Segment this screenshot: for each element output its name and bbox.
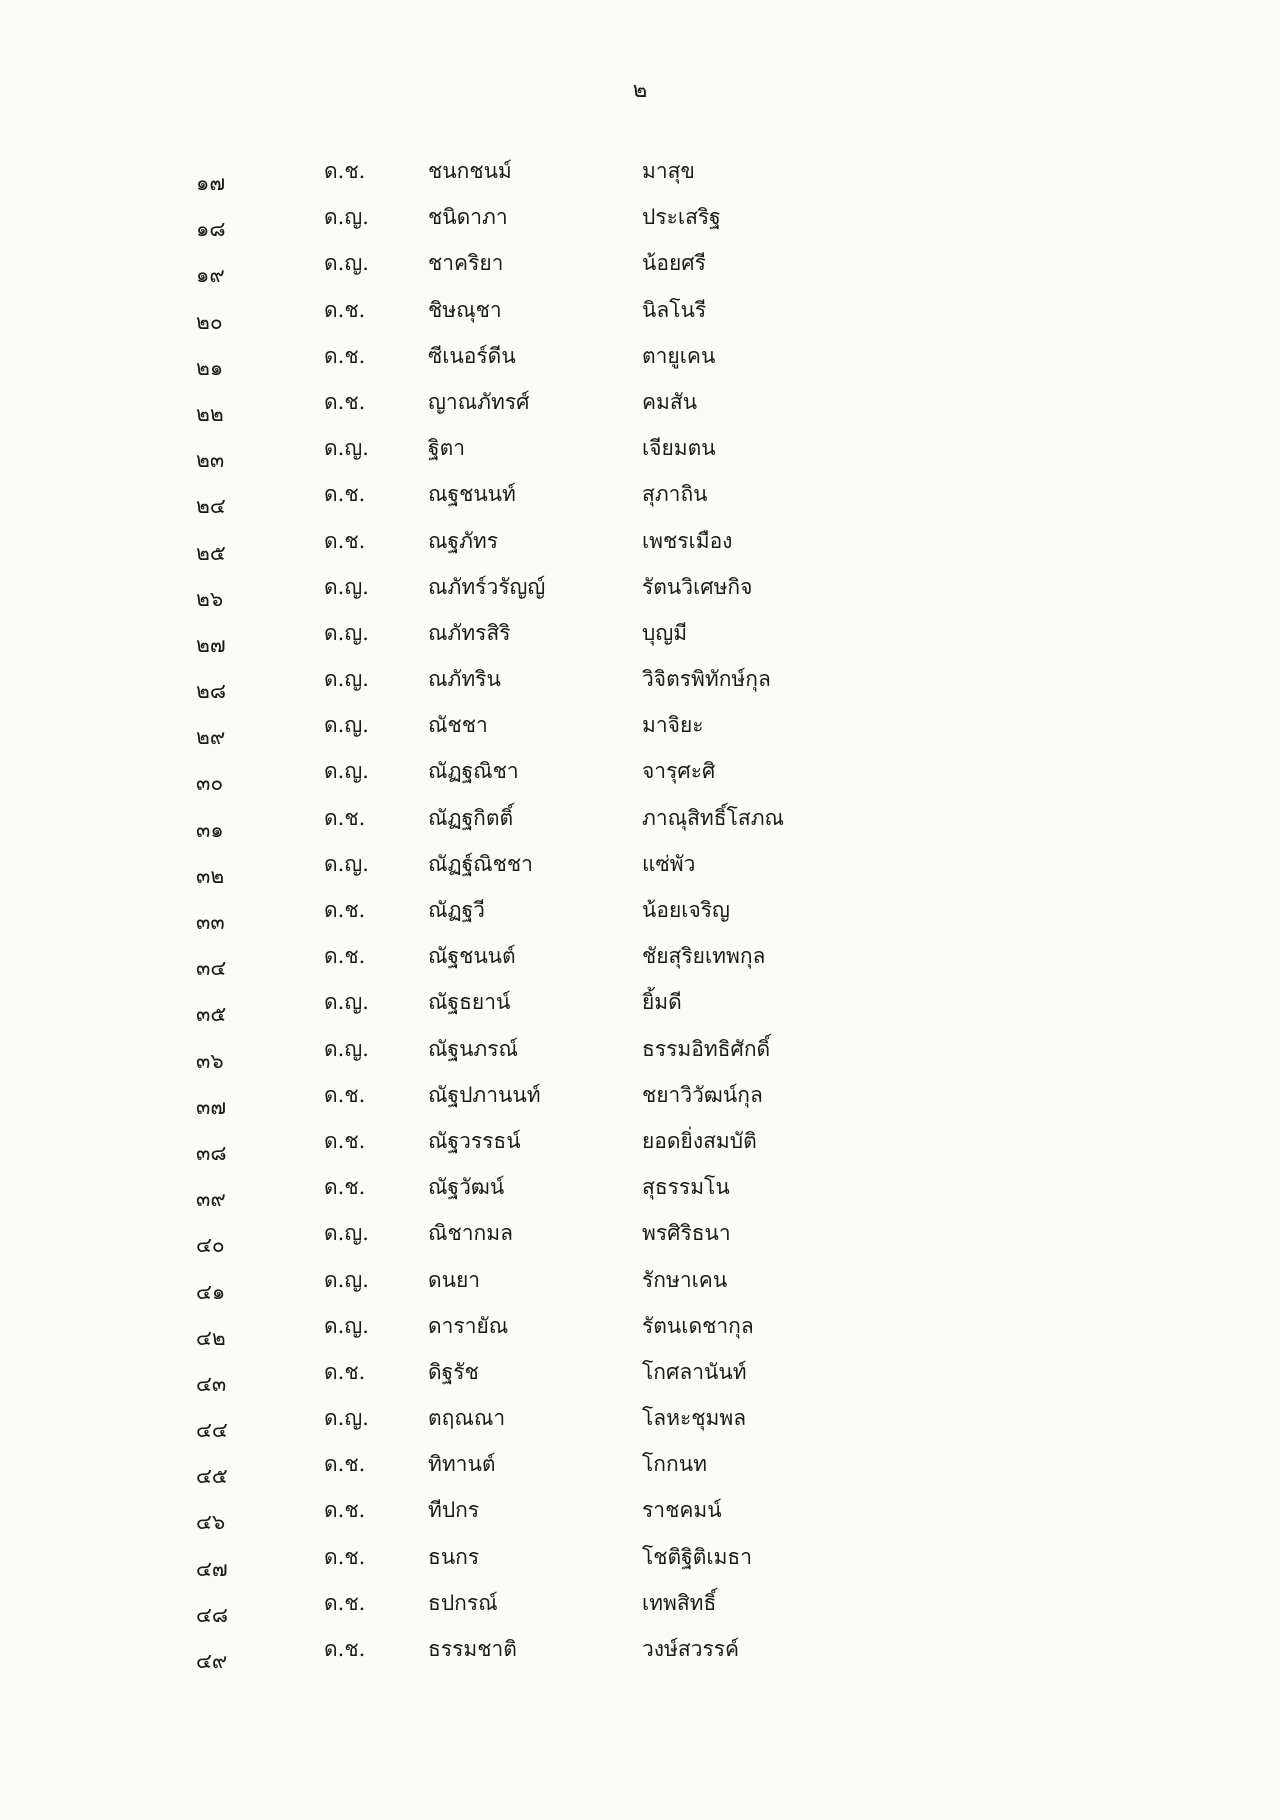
name-title: ด.ช. [324, 1128, 366, 1153]
last-name: แซ่พัว [642, 851, 696, 876]
row-number: ๒๒ [196, 401, 224, 426]
first-name: ณัฏฐกิตติ์ [428, 805, 514, 830]
name-title: ด.ญ. [324, 620, 369, 645]
first-name: ธนกร [428, 1544, 480, 1569]
list-item [0, 1633, 1280, 1679]
last-name: รัตนวิเศษกิจ [642, 574, 753, 599]
name-title: ด.ช. [324, 805, 366, 830]
name-title: ด.ช. [324, 1590, 366, 1615]
list-item [0, 709, 1280, 755]
first-name: ทีปกร [428, 1498, 480, 1523]
first-name: ฐิตา [428, 436, 466, 461]
name-title: ด.ช. [324, 944, 366, 969]
name-title: ด.ญ. [324, 251, 369, 276]
last-name: ประเสริฐ [642, 205, 721, 230]
list-item [0, 294, 1280, 340]
name-title: ด.ญ. [324, 990, 369, 1015]
list-item [0, 571, 1280, 617]
list-item [0, 1033, 1280, 1079]
first-name: ณภัทร์วรัญญ์ [428, 574, 546, 599]
name-title: ด.ช. [324, 1359, 366, 1384]
row-number: ๓๓ [196, 910, 225, 934]
last-name: นิลโนรี [642, 297, 707, 322]
first-name: ทิทานต์ [428, 1452, 496, 1477]
page-number: ๒ [632, 78, 648, 103]
row-number: ๑๘ [196, 217, 226, 242]
first-name: ณัชชา [428, 713, 488, 738]
first-name: ดารายัณ [428, 1313, 509, 1338]
row-number: ๑๗ [196, 171, 226, 195]
row-number: ๑๙ [196, 263, 225, 288]
last-name: เทพสิทธิ์ [642, 1590, 717, 1615]
name-title: ด.ญ. [324, 1221, 369, 1246]
list-item [0, 848, 1280, 894]
row-number: ๔๘ [196, 1602, 229, 1627]
last-name: น้อยเจริญ [642, 898, 730, 922]
first-name: ณัฐธยาน์ [428, 990, 511, 1015]
name-title: ด.ช. [324, 482, 366, 507]
row-number: ๓๘ [196, 1140, 227, 1165]
first-name: ญาณภัทรศ์ [428, 389, 530, 414]
last-name: รัตนเดชากุล [642, 1313, 754, 1338]
list-item [0, 1356, 1280, 1402]
last-name: เพชรเมือง [642, 528, 733, 553]
first-name: ณัฐชนนต์ [428, 944, 516, 969]
first-name: ณภัทรสิริ [428, 620, 511, 645]
last-name: โกกนท [642, 1452, 707, 1477]
row-number: ๔๒ [196, 1325, 226, 1350]
last-name: ราชคมน์ [642, 1498, 722, 1523]
name-title: ด.ญ. [324, 1036, 369, 1061]
first-name: ณภัทริน [428, 667, 501, 692]
row-number: ๓๒ [196, 863, 225, 888]
last-name: น้อยศรี [642, 251, 706, 276]
row-number: ๓๙ [196, 1187, 226, 1212]
name-title: ด.ช. [324, 343, 366, 368]
first-name: ตฤณณา [428, 1406, 506, 1431]
list-item [0, 802, 1280, 848]
row-number: ๒๓ [196, 448, 225, 473]
list-item [0, 617, 1280, 663]
last-name: โชติฐิติเมธา [642, 1544, 753, 1569]
name-title: ด.ญ. [324, 713, 369, 738]
last-name: ชยาวิวัฒน์กุล [642, 1082, 763, 1107]
row-number: ๓๑ [196, 817, 224, 842]
first-name: ธปกรณ์ [428, 1590, 498, 1615]
first-name: ณฐชนนท์ [428, 482, 516, 507]
list-item [0, 1402, 1280, 1448]
name-title: ด.ญ. [324, 1313, 369, 1338]
first-name: ซีเนอร์ดีน [428, 343, 516, 368]
last-name: เจียมตน [642, 436, 716, 461]
list-item [0, 1541, 1280, 1587]
list-item [0, 940, 1280, 986]
row-number: ๓๐ [196, 771, 224, 796]
row-number: ๓๖ [196, 1048, 224, 1073]
list-item [0, 986, 1280, 1032]
last-name: พรศิริธนา [642, 1221, 731, 1246]
list-item [0, 755, 1280, 801]
list-item [0, 386, 1280, 432]
row-number: ๓๗ [196, 1094, 227, 1119]
row-number: ๓๕ [196, 1002, 227, 1027]
row-number: ๒๔ [196, 494, 226, 519]
list-item [0, 155, 1280, 201]
last-name: บุญมี [642, 620, 688, 645]
list-item [0, 1587, 1280, 1633]
row-number: ๔๙ [196, 1649, 228, 1673]
last-name: ชัยสุริยเทพกุล [642, 944, 766, 969]
name-title: ด.ญ. [324, 436, 369, 461]
list-item [0, 663, 1280, 709]
row-number: ๔๔ [196, 1418, 228, 1443]
first-name: ณิชากมล [428, 1221, 513, 1246]
list-item [0, 247, 1280, 293]
name-title: ด.ช. [324, 528, 366, 553]
list-item [0, 432, 1280, 478]
last-name: รักษาเคน [642, 1267, 728, 1292]
last-name: ธรรมอิทธิศักดิ์ [642, 1036, 771, 1061]
row-number: ๓๔ [196, 956, 227, 981]
first-name: ชิษณุชา [428, 297, 502, 322]
list-item [0, 525, 1280, 571]
name-title: ด.ญ. [324, 574, 369, 599]
last-name: คมสัน [642, 389, 698, 414]
first-name: ชาคริยา [428, 251, 504, 276]
name-title: ด.ญ. [324, 759, 369, 784]
name-title: ด.ช. [324, 1544, 366, 1569]
list-item [0, 478, 1280, 524]
last-name: โลหะชุมพล [642, 1406, 747, 1431]
list-item [0, 201, 1280, 247]
first-name: ณฐภัทร [428, 528, 499, 553]
first-name: ณัฐปภานนท์ [428, 1082, 541, 1107]
row-number: ๒๙ [196, 725, 226, 750]
name-title: ด.ญ. [324, 205, 369, 230]
row-number: ๒๕ [196, 540, 226, 565]
last-name: ยอดยิ่งสมบัติ [642, 1128, 757, 1153]
first-name: ชนกชนม์ [428, 159, 512, 183]
list-item [0, 894, 1280, 940]
list-item [0, 1171, 1280, 1217]
list-item [0, 1125, 1280, 1171]
name-title: ด.ญ. [324, 851, 369, 876]
row-number: ๒๘ [196, 679, 227, 704]
last-name: ตายูเคน [642, 343, 716, 368]
name-title: ด.ญ. [324, 1406, 369, 1431]
first-name: ณัฏฐวี [428, 898, 485, 922]
list-item [0, 1264, 1280, 1310]
row-number: ๔๑ [196, 1279, 226, 1304]
name-title: ด.ช. [324, 898, 366, 922]
list-item [0, 340, 1280, 386]
first-name: ธรรมชาติ [428, 1637, 517, 1661]
row-number: ๒๑ [196, 355, 224, 380]
last-name: วงษ์สวรรค์ [642, 1637, 740, 1661]
last-name: สุธรรมโน [642, 1175, 730, 1200]
row-number: ๔๓ [196, 1371, 227, 1396]
list-item [0, 1079, 1280, 1125]
row-number: ๒๖ [196, 586, 224, 611]
list-item [0, 1217, 1280, 1263]
student-list [0, 155, 1280, 1679]
row-number: ๔๕ [196, 1464, 228, 1489]
list-item [0, 1310, 1280, 1356]
last-name: มาสุข [642, 159, 695, 183]
last-name: มาจิยะ [642, 713, 704, 738]
first-name: ณัฐนภรณ์ [428, 1036, 519, 1061]
first-name: ณัฏฐณิชา [428, 759, 519, 784]
last-name: สุภาถิน [642, 482, 708, 507]
row-number: ๔๗ [196, 1556, 228, 1581]
last-name: จารุศะศิ [642, 759, 716, 784]
row-number: ๒๗ [196, 632, 226, 657]
name-title: ด.ช. [324, 297, 366, 322]
row-number: ๒๐ [196, 309, 223, 334]
last-name: โกศลานันท์ [642, 1359, 747, 1384]
row-number: ๔๐ [196, 1233, 225, 1258]
list-item [0, 1494, 1280, 1540]
last-name: วิจิตรพิทักษ์กุล [642, 667, 771, 692]
name-title: ด.ช. [324, 1452, 366, 1477]
name-title: ด.ช. [324, 159, 366, 183]
name-title: ด.ช. [324, 389, 366, 414]
last-name: ภาณุสิทธิ์โสภณ [642, 805, 785, 830]
name-title: ด.ญ. [324, 667, 369, 692]
name-title: ด.ช. [324, 1637, 366, 1661]
last-name: ยิ้มดี [642, 990, 682, 1015]
first-name: ณัฐวัฒน์ [428, 1175, 505, 1200]
first-name: ณัฏฐ์ณิชชา [428, 851, 533, 876]
list-item [0, 1448, 1280, 1494]
first-name: ดนยา [428, 1267, 481, 1292]
name-title: ด.ช. [324, 1082, 366, 1107]
row-number: ๔๖ [196, 1510, 226, 1535]
first-name: ชนิดาภา [428, 205, 508, 230]
name-title: ด.ช. [324, 1498, 366, 1523]
first-name: ณัฐวรรธน์ [428, 1128, 521, 1153]
name-title: ด.ช. [324, 1175, 366, 1200]
first-name: ดิฐรัช [428, 1359, 479, 1384]
name-title: ด.ญ. [324, 1267, 369, 1292]
